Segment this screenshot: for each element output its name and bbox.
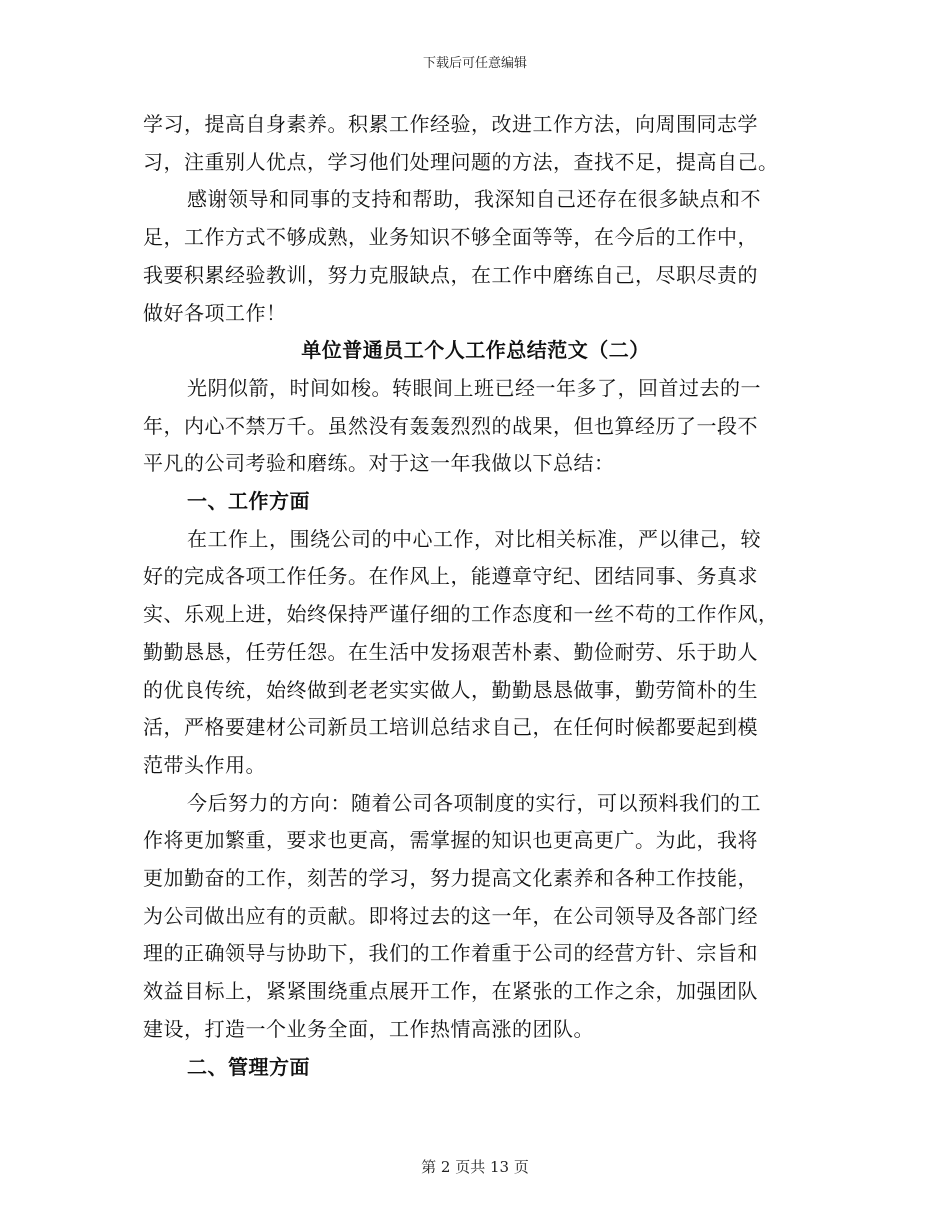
body-line: 好的完成各项工作任务。在作风上，能遵章守纪、团结同事、务真求	[143, 564, 758, 589]
subheading-management: 二、管理方面	[187, 1054, 310, 1079]
body-line: 的优良传统，始终做到老老实实做人，勤勤恳恳做事，勤劳简朴的生	[143, 677, 758, 702]
body-line: 在工作上，围绕公司的中心工作，对比相关标准，严以律己，较	[187, 526, 761, 551]
body-line: 光阴似箭，时间如梭。转眼间上班已经一年多了，回首过去的一	[187, 375, 761, 400]
page-footer: 第 2 页共 13 页	[421, 1158, 529, 1176]
body-line: 我要积累经验教训，努力克服缺点，在工作中磨练自己，尽职尽责的	[143, 262, 758, 287]
body-line: 效益目标上，紧紧围绕重点展开工作，在紧张的工作之余，加强团队	[143, 979, 758, 1004]
body-line: 足，工作方式不够成熟，业务知识不够全面等等，在今后的工作中，	[143, 225, 758, 250]
body-line: 更加勤奋的工作，刻苦的学习，努力提高文化素养和各种工作技能，	[143, 866, 758, 891]
body-line: 理的正确领导与协助下，我们的工作着重于公司的经营方针、宗旨和	[143, 941, 758, 966]
body-line: 学习，提高自身素养。积累工作经验，改进工作方法，向周围同志学	[143, 112, 758, 136]
body-line: 做好各项工作！	[143, 300, 287, 325]
body-line: 感谢领导和同事的支持和帮助，我深知自己还存在很多缺点和不	[187, 187, 761, 212]
body-line: 平凡的公司考验和磨练。对于这一年我做以下总结：	[143, 451, 615, 476]
body-line: 作将更加繁重，要求也更高，需掌握的知识也更高更广。为此，我将	[143, 828, 758, 853]
page-header: 下载后可任意编辑	[422, 56, 527, 71]
section-title: 单位普通员工个人工作总结范文（二）	[301, 338, 650, 363]
body-line: 今后努力的方向：随着公司各项制度的实行，可以预料我们的工	[187, 790, 761, 815]
body-line: 年，内心不禁万千。虽然没有轰轰烈烈的战果，但也算经历了一段不	[143, 413, 758, 438]
body-line: 范带头作用。	[143, 752, 266, 777]
body-line: 建设，打造一个业务全面，工作热情高涨的团队。	[143, 1016, 594, 1041]
document-body	[143, 106, 808, 1086]
body-line: 实、乐观上进，始终保持严谨仔细的工作态度和一丝不苟的工作作风，	[143, 602, 779, 627]
body-line: 勤勤恳恳，任劳任怨。在生活中发扬艰苦朴素、勤俭耐劳、乐于助人	[143, 639, 758, 664]
subheading-work: 一、工作方面	[187, 489, 310, 514]
body-line: 为公司做出应有的贡献。即将过去的这一年，在公司领导及各部门经	[143, 903, 758, 928]
body-line: 习，注重别人优点，学习他们处理问题的方法，查找不足，提高自己。	[143, 149, 779, 174]
body-line: 活，严格要建材公司新员工培训总结求自己，在任何时候都要起到模	[143, 715, 758, 740]
